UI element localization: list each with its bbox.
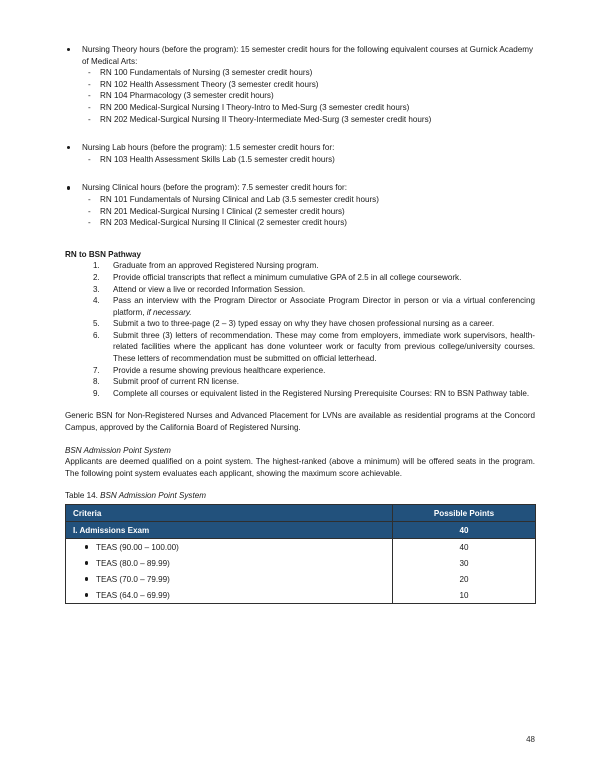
numbered-list-item-text: Provide a resume showing previous healthcare experience. bbox=[113, 365, 326, 375]
sub-list-item bbox=[65, 154, 535, 166]
sub-list-item-text: RN 102 Health Assessment Theory (3 semester credit hours) bbox=[100, 79, 319, 89]
numbered-list-item bbox=[65, 318, 535, 330]
sub-list-item-text: RN 104 Pharmacology (3 semester credit hours) bbox=[100, 91, 274, 101]
spacer bbox=[65, 479, 535, 490]
sub-list-item-text: RN 203 Medical-Surgical Nursing II Clinical (2 semester credit hours) bbox=[100, 218, 347, 228]
sub-list-item bbox=[65, 194, 535, 206]
generic-bsn-paragraph: Generic BSN for Non-Registered Nurses and Advanced Placement for LVNs are available as residential programs at the Concord Campus, approved by the California Board of Registered Nursing. bbox=[65, 411, 535, 433]
bullet-lead-text: Nursing Clinical hours (before the program): 7.5 semester credit hours for: bbox=[82, 183, 347, 193]
table-row bbox=[66, 555, 536, 571]
bullet-lead-text: Nursing Theory hours (before the program): 15 semester credit hours for the following equivalent courses at Gurnick Academy of Medical Arts: bbox=[82, 45, 534, 66]
list-number: 9. bbox=[93, 388, 100, 398]
table-section-row bbox=[66, 522, 536, 539]
list-number: 7. bbox=[93, 365, 100, 375]
sub-list-item bbox=[65, 102, 535, 114]
table-cell-criteria-text: TEAS (90.00 – 100.00) bbox=[96, 542, 179, 552]
list-number: 5. bbox=[93, 319, 100, 329]
dash-bullet-icon: - bbox=[88, 154, 91, 164]
sub-list-item bbox=[65, 206, 535, 218]
table-row bbox=[66, 587, 536, 604]
numbered-list-item bbox=[65, 284, 535, 296]
dash-bullet-icon: - bbox=[88, 68, 91, 78]
spacer bbox=[65, 134, 535, 142]
list-number: 2. bbox=[93, 272, 100, 282]
numbered-list-item-emphasis: if necessary. bbox=[146, 307, 192, 317]
column-header-criteria: Criteria bbox=[66, 505, 393, 522]
sub-list-item-text: RN 103 Health Assessment Skills Lab (1.5 semester credit hours) bbox=[100, 154, 335, 164]
table-cell-points: 40 bbox=[393, 539, 536, 556]
bullet-dot-icon bbox=[85, 561, 88, 564]
section-row-label: I. Admissions Exam bbox=[66, 522, 393, 539]
table-cell-criteria-text: TEAS (64.0 – 69.99) bbox=[96, 590, 170, 600]
bullet-lead bbox=[65, 44, 535, 67]
bullet-dot-icon bbox=[67, 146, 70, 149]
bullet-lead-text: Nursing Lab hours (before the program): 1.5 semester credit hours for: bbox=[82, 143, 335, 153]
sub-list-item bbox=[65, 90, 535, 102]
numbered-list-item-text: Complete all courses or equivalent listed in the Registered Nursing Prerequisite Courses: RN to BSN Pathway table. bbox=[113, 388, 530, 398]
section-heading-rn-to-bsn: RN to BSN Pathway bbox=[65, 249, 142, 259]
pathway-numbered-list bbox=[65, 260, 535, 399]
list-number: 3. bbox=[93, 284, 100, 294]
spacer bbox=[65, 174, 535, 182]
admission-point-system-table bbox=[65, 504, 536, 604]
bullet-dot-icon bbox=[85, 545, 88, 548]
table-header-row bbox=[66, 505, 536, 522]
sub-list-item-text: RN 201 Medical-Surgical Nursing I Clinical (2 semester credit hours) bbox=[100, 206, 345, 216]
numbered-list-item-text: Submit a two to three-page (2 – 3) typed essay on why they have chosen professional nursing as a career. bbox=[113, 319, 495, 329]
bullet-dot-icon bbox=[85, 593, 88, 596]
table-cell-criteria bbox=[66, 555, 393, 571]
list-number: 4. bbox=[93, 296, 100, 306]
numbered-list-item-text: Graduate from an approved Registered Nursing program. bbox=[113, 261, 319, 271]
point-system-heading: BSN Admission Point System bbox=[65, 445, 171, 455]
table-cell-criteria bbox=[66, 587, 393, 604]
table-body bbox=[66, 539, 536, 604]
table-caption bbox=[65, 490, 535, 502]
bullet-dot-icon bbox=[85, 577, 88, 580]
table-row bbox=[66, 571, 536, 587]
table-cell-points: 20 bbox=[393, 571, 536, 587]
table-caption-title: BSN Admission Point System bbox=[100, 491, 206, 501]
spacer bbox=[65, 399, 535, 410]
bullet-dot-icon bbox=[67, 48, 70, 51]
table-row bbox=[66, 539, 536, 556]
sub-list-item bbox=[65, 217, 535, 229]
table-cell-criteria-text: TEAS (70.0 – 79.99) bbox=[96, 574, 170, 584]
prereq-bullet-group bbox=[65, 142, 535, 165]
list-number: 6. bbox=[93, 330, 100, 340]
page-number: 48 bbox=[526, 735, 535, 744]
section-row-points: 40 bbox=[393, 522, 536, 539]
table-cell-points: 30 bbox=[393, 555, 536, 571]
numbered-list-item bbox=[65, 295, 535, 318]
list-number: 1. bbox=[93, 261, 100, 271]
bullet-lead bbox=[65, 142, 535, 154]
dash-bullet-icon: - bbox=[88, 114, 91, 124]
bullet-dot-icon bbox=[67, 186, 70, 189]
numbered-list-item bbox=[65, 272, 535, 284]
table-cell-points: 10 bbox=[393, 587, 536, 604]
dash-bullet-icon: - bbox=[88, 102, 91, 112]
table-cell-criteria bbox=[66, 539, 393, 556]
column-header-possible-points: Possible Points bbox=[393, 505, 536, 522]
prereq-bullet-group bbox=[65, 182, 535, 228]
numbered-list-item bbox=[65, 388, 535, 400]
numbered-list-item bbox=[65, 376, 535, 388]
numbered-list-item-text: Submit proof of current RN license. bbox=[113, 377, 239, 387]
table-caption-prefix: Table 14. bbox=[65, 491, 101, 501]
dash-bullet-icon: - bbox=[88, 194, 91, 204]
dash-bullet-icon: - bbox=[88, 206, 91, 216]
numbered-list-item-text: Attend or view a live or recorded Information Session. bbox=[113, 284, 306, 294]
list-number: 8. bbox=[93, 377, 100, 387]
dash-bullet-icon: - bbox=[88, 218, 91, 228]
table-cell-criteria-text: TEAS (80.0 – 89.99) bbox=[96, 558, 170, 568]
sub-list-item bbox=[65, 114, 535, 126]
point-system-paragraph: Applicants are deemed qualified on a point system. The highest-ranked (above a minimum) will be offered seats in the program. The following point system evaluates each applicant, showing the maximum score achievable. bbox=[65, 457, 535, 478]
numbered-list-item-text: Pass an interview with the Program Director or Associate Program Director in person or via a virtual conferencing platform, bbox=[113, 296, 535, 317]
sub-list-item-text: RN 200 Medical-Surgical Nursing I Theory-Intro to Med-Surg (3 semester credit hours) bbox=[100, 102, 410, 112]
dash-bullet-icon: - bbox=[88, 91, 91, 101]
spacer bbox=[65, 434, 535, 445]
sub-list-item-text: RN 100 Fundamentals of Nursing (3 semester credit hours) bbox=[100, 68, 313, 78]
sub-list-item bbox=[65, 79, 535, 91]
sub-list-item-text: RN 202 Medical-Surgical Nursing II Theory-Intermediate Med-Surg (3 semester credit hours) bbox=[100, 114, 432, 124]
sub-list-item bbox=[65, 67, 535, 79]
table-head bbox=[66, 505, 536, 539]
prereq-bullet-group bbox=[65, 44, 535, 125]
numbered-list-item-text: Submit three (3) letters of recommendation. These may come from employers, immediate work supervisors, health-related facilities where the applicant has done volunteer work or faculty from previous college/university courses. These letters of recommendation must be submitted on official letterhead. bbox=[113, 330, 535, 364]
dash-bullet-icon: - bbox=[88, 79, 91, 89]
bullet-lead bbox=[65, 182, 535, 194]
sub-list-item-text: RN 101 Fundamentals of Nursing Clinical and Lab (3.5 semester credit hours) bbox=[100, 194, 379, 204]
numbered-list-item bbox=[65, 330, 535, 365]
numbered-list-item bbox=[65, 365, 535, 377]
spacer bbox=[65, 238, 535, 249]
numbered-list-item-text: Provide official transcripts that reflect a minimum cumulative GPA of 2.5 in all college coursework. bbox=[113, 272, 462, 282]
table-cell-criteria bbox=[66, 571, 393, 587]
numbered-list-item bbox=[65, 260, 535, 272]
